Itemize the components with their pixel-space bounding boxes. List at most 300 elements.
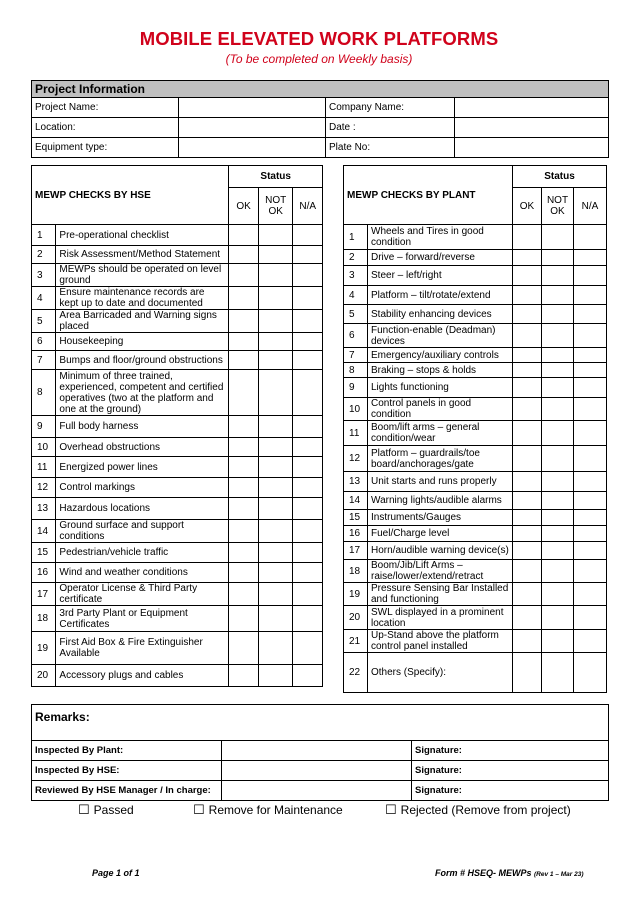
table-row [344,378,607,398]
location-label: Location: [32,118,179,138]
hse-row-number: 7 [32,351,56,370]
hse-row-number: 11 [32,457,56,478]
table-row [344,583,607,606]
remarks-label: Remarks: [35,710,90,724]
hse-ok-cell[interactable] [229,310,259,333]
hse-ok-cell[interactable] [229,665,259,687]
hse-na-cell[interactable] [293,520,323,543]
plant-not-ok-cell[interactable] [542,492,574,510]
plant-na-cell[interactable] [574,250,607,266]
plant-ok-cell[interactable] [513,266,542,286]
hse-row-number: 15 [32,543,56,563]
table-row [344,446,607,472]
plant-not-ok-cell[interactable] [542,560,574,583]
reviewed-by-field[interactable] [222,781,412,801]
form-number-main: Form # HSEQ- MEWPs [435,868,535,878]
form-number [435,868,584,878]
table-row [32,665,323,687]
remove-checkbox-icon[interactable]: ☐ [193,803,205,818]
table-row [344,305,607,324]
table-row [32,478,323,498]
plant-not-ok-cell[interactable] [542,510,574,526]
hse-na-cell[interactable] [293,606,323,632]
hse-ok-cell[interactable] [229,225,259,246]
remove-label: Remove for Maintenance [208,803,343,817]
hse-row-text: Accessory plugs and cables [56,665,229,687]
plant-row-number: 3 [344,266,368,286]
plant-ok-cell[interactable] [513,363,542,378]
plant-not-ok-cell[interactable] [542,305,574,324]
hse-row-text: Pedestrian/vehicle traffic [56,543,229,563]
table-row [32,606,323,632]
plant-ok-cell[interactable] [513,446,542,472]
hse-row-text: Operator License & Third Party certificate [56,583,229,606]
plant-ok-cell[interactable] [513,398,542,421]
table-row [32,333,323,351]
plant-row-number: 1 [344,225,368,250]
plant-not-ok-cell[interactable] [542,378,574,398]
plant-na-cell[interactable] [574,542,607,560]
page-number: Page 1 of 1 [92,868,140,878]
plant-ok-cell[interactable] [513,630,542,653]
hse-ok-cell[interactable] [229,333,259,351]
hse-row-number: 2 [32,246,56,264]
plant-row-text: Up-Stand above the platform control panel installed [368,630,513,653]
plant-na-cell[interactable] [574,378,607,398]
plant-not-ok-cell[interactable] [542,446,574,472]
table-row [344,560,607,583]
plant-row-text: Control panels in good condition [368,398,513,421]
plant-row-number: 20 [344,606,368,630]
plant-na-cell[interactable] [574,472,607,492]
plant-ok-cell[interactable] [513,225,542,250]
plant-row-text: Lights functioning [368,378,513,398]
hse-row-text: Hazardous locations [56,498,229,520]
table-row [344,542,607,560]
hse-row-text: 3rd Party Plant or Equipment Certificates [56,606,229,632]
hse-na-cell[interactable] [293,665,323,687]
plant-na-cell[interactable] [574,606,607,630]
hse-na-cell[interactable] [293,246,323,264]
plant-ok-cell[interactable] [513,305,542,324]
hse-na-header: N/A [293,188,323,225]
hse-row-number: 10 [32,438,56,457]
hse-ok-cell[interactable] [229,246,259,264]
table-row [32,457,323,478]
hse-row-number: 20 [32,665,56,687]
plant-ok-cell[interactable] [513,560,542,583]
hse-na-cell[interactable] [293,632,323,665]
plant-na-cell[interactable] [574,421,607,446]
hse-row-number: 9 [32,416,56,438]
plant-row-text: Instruments/Gauges [368,510,513,526]
company-name-label: Company Name: [326,98,455,118]
plant-row-number: 21 [344,630,368,653]
project-info-header: Project Information [32,81,609,98]
plant-ok-cell[interactable] [513,421,542,446]
plant-row-text: Others (Specify): [368,653,513,693]
rejected-option[interactable] [385,803,571,818]
passed-label: Passed [93,803,134,817]
hse-not-ok-cell[interactable] [258,416,293,438]
hse-row-text: Bumps and floor/ground obstructions [56,351,229,370]
hse-na-cell[interactable] [293,264,323,287]
plant-na-cell[interactable] [574,286,607,305]
hse-not-ok-header: NOT OK [258,188,293,225]
hse-ok-cell[interactable] [229,520,259,543]
hse-na-cell[interactable] [293,351,323,370]
table-row [344,421,607,446]
table-row [344,510,607,526]
document-subtitle: (To be completed on Weekly basis) [225,52,413,66]
hse-not-ok-cell[interactable] [258,520,293,543]
plant-ok-cell[interactable] [513,653,542,693]
plant-ok-cell[interactable] [513,492,542,510]
document-title: MOBILE ELEVATED WORK PLATFORMS [139,28,499,49]
plant-na-cell[interactable] [574,225,607,250]
plant-not-ok-cell[interactable] [542,266,574,286]
plate-no-label: Plate No: [326,138,455,158]
plant-row-number: 17 [344,542,368,560]
plate-no-field[interactable] [455,138,609,158]
table-row [344,526,607,542]
table-row [344,398,607,421]
hse-na-cell[interactable] [293,543,323,563]
plant-na-cell[interactable] [574,324,607,348]
hse-na-cell[interactable] [293,438,323,457]
table-row [32,287,323,310]
plant-row-text: Boom/Jib/Lift Arms – raise/lower/extend/retract [368,560,513,583]
table-row [344,348,607,363]
hse-row-text: Energized power lines [56,457,229,478]
hse-row-text: MEWPs should be operated on level ground [56,264,229,287]
plant-not-ok-cell[interactable] [542,225,574,250]
hse-not-ok-cell[interactable] [258,264,293,287]
hse-row-number: 18 [32,606,56,632]
company-name-field[interactable] [455,98,609,118]
plant-row-text: Fuel/Charge level [368,526,513,542]
hse-na-cell[interactable] [293,457,323,478]
plant-row-number: 8 [344,363,368,378]
plant-row-text: Stability enhancing devices [368,305,513,324]
table-row [344,606,607,630]
hse-not-ok-cell[interactable] [258,606,293,632]
plant-not-ok-cell[interactable] [542,653,574,693]
plant-row-text: Unit starts and runs properly [368,472,513,492]
plant-row-number: 10 [344,398,368,421]
table-row [344,324,607,348]
hse-ok-cell[interactable] [229,583,259,606]
plant-na-cell[interactable] [574,348,607,363]
hse-row-number: 19 [32,632,56,665]
plant-not-ok-cell[interactable] [542,363,574,378]
plant-not-ok-cell[interactable] [542,630,574,653]
hse-ok-cell[interactable] [229,416,259,438]
hse-ok-cell[interactable] [229,438,259,457]
table-row [32,416,323,438]
table-row [344,266,607,286]
plant-row-text: SWL displayed in a prominent location [368,606,513,630]
hse-row-text: Area Barricaded and Warning signs placed [56,310,229,333]
plant-row-number: 15 [344,510,368,526]
plant-row-text: Braking – stops & holds [368,363,513,378]
plant-table-title: MEWP CHECKS BY PLANT [344,166,513,225]
hse-ok-cell[interactable] [229,287,259,310]
plant-not-ok-cell[interactable] [542,542,574,560]
table-row [344,286,607,305]
plant-row-number: 22 [344,653,368,693]
plant-na-cell[interactable] [574,560,607,583]
reviewed-by-label: Reviewed By HSE Manager / In charge: [32,781,222,801]
plant-na-header: N/A [574,188,607,225]
hse-row-number: 17 [32,583,56,606]
hse-not-ok-cell[interactable] [258,632,293,665]
plant-na-cell[interactable] [574,583,607,606]
plant-row-text: Steer – left/right [368,266,513,286]
remove-option[interactable] [193,803,343,818]
plant-not-ok-cell[interactable] [542,286,574,305]
hse-na-cell[interactable] [293,225,323,246]
hse-ok-cell[interactable] [229,457,259,478]
hse-not-ok-cell[interactable] [258,543,293,563]
hse-not-ok-cell[interactable] [258,438,293,457]
inspected-hse-label: Inspected By HSE: [32,761,222,781]
hse-row-number: 3 [32,264,56,287]
plant-not-ok-header: NOT OK [542,188,574,225]
hse-ok-header: OK [229,188,259,225]
hse-checks-table [31,165,323,687]
plant-row-number: 2 [344,250,368,266]
hse-row-text: Overhead obstructions [56,438,229,457]
plant-ok-cell[interactable] [513,606,542,630]
table-row [32,351,323,370]
plant-not-ok-cell[interactable] [542,606,574,630]
plant-row-text: Platform – tilt/rotate/extend [368,286,513,305]
hse-row-text: Control markings [56,478,229,498]
hse-row-number: 6 [32,333,56,351]
hse-na-cell[interactable] [293,583,323,606]
hse-row-number: 4 [32,287,56,310]
hse-not-ok-cell[interactable] [258,498,293,520]
plant-row-number: 9 [344,378,368,398]
hse-not-ok-cell[interactable] [258,310,293,333]
plant-row-number: 18 [344,560,368,583]
hse-not-ok-cell[interactable] [258,457,293,478]
plant-na-cell[interactable] [574,305,607,324]
hse-ok-cell[interactable] [229,632,259,665]
plant-ok-cell[interactable] [513,286,542,305]
table-row [344,653,607,693]
hse-ok-cell[interactable] [229,498,259,520]
table-row [344,630,607,653]
hse-ok-cell[interactable] [229,543,259,563]
table-row [32,264,323,287]
hse-row-number: 16 [32,563,56,583]
plant-na-cell[interactable] [574,653,607,693]
plant-na-cell[interactable] [574,363,607,378]
hse-not-ok-cell[interactable] [258,225,293,246]
plant-row-text: Drive – forward/reverse [368,250,513,266]
plant-not-ok-cell[interactable] [542,421,574,446]
project-name-label: Project Name: [32,98,179,118]
plant-row-number: 19 [344,583,368,606]
table-row [32,520,323,543]
hse-not-ok-cell[interactable] [258,333,293,351]
hse-row-text: Wind and weather conditions [56,563,229,583]
table-row [32,370,323,416]
plant-status-header: Status [513,166,607,188]
hse-row-text: Pre-operational checklist [56,225,229,246]
plant-ok-cell[interactable] [513,526,542,542]
hse-ok-cell[interactable] [229,563,259,583]
passed-checkbox-icon[interactable]: ☐ [78,803,90,818]
plant-row-text: Horn/audible warning device(s) [368,542,513,560]
hse-na-cell[interactable] [293,370,323,416]
hse-row-number: 8 [32,370,56,416]
rejected-label: Rejected (Remove from project) [400,803,571,817]
hse-ok-cell[interactable] [229,370,259,416]
plant-checks-table [343,165,607,693]
plant-na-cell[interactable] [574,492,607,510]
reviewed-by-signature[interactable]: Signature: [412,781,609,801]
table-row [32,246,323,264]
date-label: Date : [326,118,455,138]
plant-row-number: 16 [344,526,368,542]
form-revision: (Rev 1 – Mar 23) [534,871,584,878]
plant-not-ok-cell[interactable] [542,398,574,421]
table-row [344,363,607,378]
hse-ok-cell[interactable] [229,264,259,287]
table-row [32,498,323,520]
equipment-type-label: Equipment type: [32,138,179,158]
hse-row-text: Ground surface and support conditions [56,520,229,543]
project-name-field[interactable] [179,98,326,118]
table-row [32,563,323,583]
hse-not-ok-cell[interactable] [258,563,293,583]
hse-not-ok-cell[interactable] [258,351,293,370]
rejected-checkbox-icon[interactable]: ☐ [385,803,397,818]
hse-row-text: Ensure maintenance records are kept up to date and documented [56,287,229,310]
plant-ok-cell[interactable] [513,324,542,348]
hse-row-number: 13 [32,498,56,520]
hse-na-cell[interactable] [293,333,323,351]
plant-na-cell[interactable] [574,630,607,653]
hse-ok-cell[interactable] [229,478,259,498]
hse-na-cell[interactable] [293,416,323,438]
hse-row-text: First Aid Box & Fire Extinguisher Available [56,632,229,665]
plant-row-number: 11 [344,421,368,446]
plant-na-cell[interactable] [574,510,607,526]
plant-row-number: 7 [344,348,368,363]
inspected-plant-field[interactable] [222,741,412,761]
plant-row-number: 6 [344,324,368,348]
plant-row-text: Warning lights/audible alarms [368,492,513,510]
plant-row-text: Platform – guardrails/toe board/anchorages/gate [368,446,513,472]
plant-ok-cell[interactable] [513,542,542,560]
plant-ok-cell[interactable] [513,472,542,492]
hse-na-cell[interactable] [293,563,323,583]
plant-not-ok-cell[interactable] [542,583,574,606]
plant-ok-cell[interactable] [513,583,542,606]
hse-not-ok-cell[interactable] [258,370,293,416]
table-row [32,543,323,563]
hse-row-number: 14 [32,520,56,543]
plant-not-ok-cell[interactable] [542,324,574,348]
plant-not-ok-cell[interactable] [542,348,574,363]
table-row [344,225,607,250]
plant-ok-cell[interactable] [513,250,542,266]
hse-ok-cell[interactable] [229,606,259,632]
plant-na-cell[interactable] [574,266,607,286]
table-row [344,472,607,492]
plant-ok-cell[interactable] [513,378,542,398]
table-row [344,250,607,266]
hse-not-ok-cell[interactable] [258,665,293,687]
hse-status-header: Status [229,166,323,188]
hse-row-number: 12 [32,478,56,498]
table-row [32,225,323,246]
plant-ok-cell[interactable] [513,348,542,363]
plant-na-cell[interactable] [574,446,607,472]
table-row [32,583,323,606]
plant-ok-header: OK [513,188,542,225]
hse-not-ok-cell[interactable] [258,246,293,264]
hse-na-cell[interactable] [293,287,323,310]
inspected-hse-signature[interactable]: Signature: [412,761,609,781]
remarks-header[interactable] [32,705,609,741]
plant-not-ok-cell[interactable] [542,250,574,266]
plant-na-cell[interactable] [574,398,607,421]
plant-row-number: 5 [344,305,368,324]
plant-row-text: Wheels and Tires in good condition [368,225,513,250]
plant-na-cell[interactable] [574,526,607,542]
plant-not-ok-cell[interactable] [542,472,574,492]
hse-na-cell[interactable] [293,498,323,520]
hse-not-ok-cell[interactable] [258,287,293,310]
date-field[interactable] [455,118,609,138]
location-field[interactable] [179,118,326,138]
hse-not-ok-cell[interactable] [258,583,293,606]
hse-na-cell[interactable] [293,478,323,498]
hse-not-ok-cell[interactable] [258,478,293,498]
plant-row-text: Boom/lift arms – general condition/wear [368,421,513,446]
inspected-plant-label: Inspected By Plant: [32,741,222,761]
hse-na-cell[interactable] [293,310,323,333]
hse-row-text: Risk Assessment/Method Statement [56,246,229,264]
table-row [32,632,323,665]
plant-row-number: 12 [344,446,368,472]
hse-row-text: Minimum of three trained, experienced, competent and certified operatives (two at the platform and one at the ground) [56,370,229,416]
plant-ok-cell[interactable] [513,510,542,526]
plant-row-text: Pressure Sensing Bar Installed and functioning [368,583,513,606]
plant-row-text: Emergency/auxiliary controls [368,348,513,363]
inspected-hse-field[interactable] [222,761,412,781]
plant-row-number: 14 [344,492,368,510]
table-row [32,438,323,457]
passed-option[interactable] [78,803,134,818]
equipment-type-field[interactable] [179,138,326,158]
hse-ok-cell[interactable] [229,351,259,370]
plant-row-number: 13 [344,472,368,492]
plant-row-text: Function-enable (Deadman) devices [368,324,513,348]
plant-not-ok-cell[interactable] [542,526,574,542]
plant-row-number: 4 [344,286,368,305]
hse-table-title: MEWP CHECKS BY HSE [32,166,229,225]
inspected-plant-signature[interactable]: Signature: [412,741,609,761]
table-row [344,492,607,510]
hse-row-text: Housekeeping [56,333,229,351]
project-info-table [31,80,609,158]
